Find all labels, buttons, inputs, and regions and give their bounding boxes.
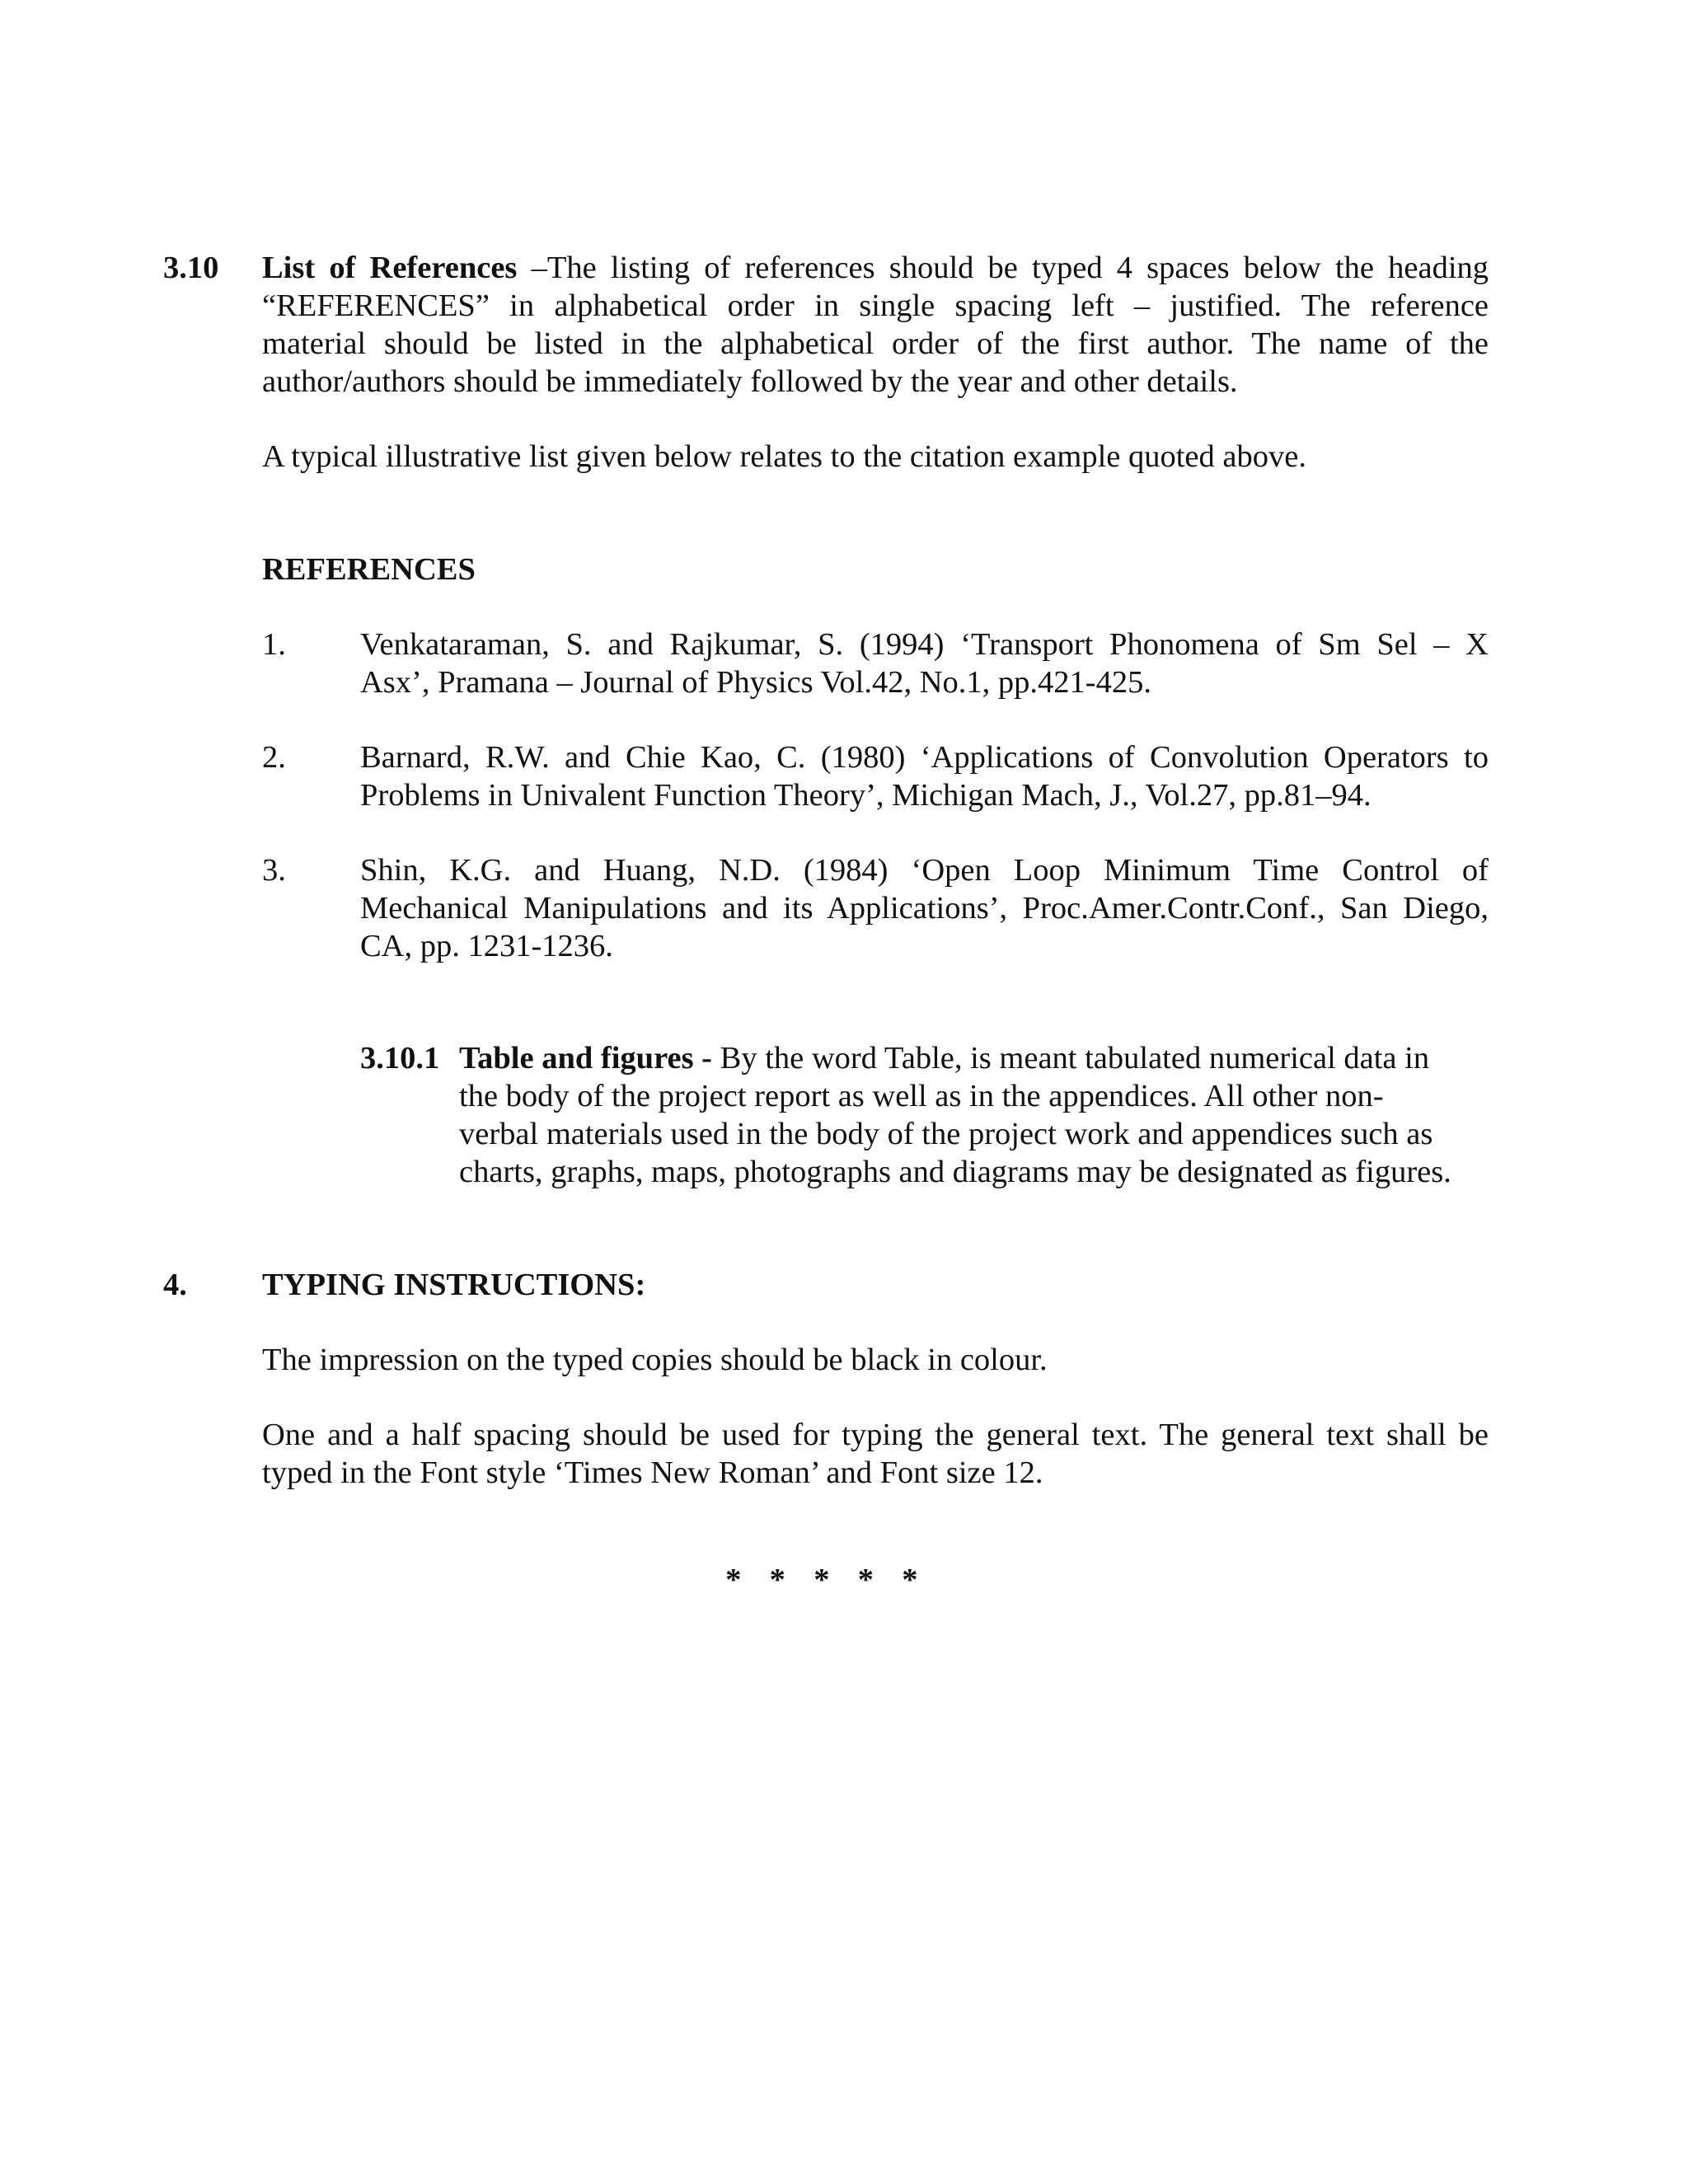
section-3-10-line-3: material should be listed in the alphabetical order of the first author. The name of the (262, 326, 1489, 361)
section-3-10-1-text-1: By the word Table, is meant tabulated numerical data in (720, 1041, 1430, 1076)
section-3-10-line-2: “REFERENCES” in alphabetical order in single spacing left – justified. The reference (262, 288, 1489, 323)
end-of-section-mark: * * * * * (725, 1563, 928, 1597)
section-3-10-1-line-3: verbal materials used in the body of the project work and appendices such as (459, 1117, 1433, 1151)
references-intro: A typical illustrative list given below relates to the citation example quoted above. (262, 439, 1306, 474)
reference-1-number: 1. (262, 627, 286, 662)
reference-1-line-1: Venkataraman, S. and Rajkumar, S. (1994) ‘Transport Phonomena of Sm Sel – X (360, 627, 1489, 662)
reference-1-line-2: Asx’, Pramana – Journal of Physics Vol.42, No.1, pp.421-425. (360, 665, 1151, 700)
section-3-10-number: 3.10 (163, 251, 219, 285)
section-3-10-1-line-1 (459, 1043, 1429, 1075)
reference-3-line-3: CA, pp. 1231-1236. (360, 929, 613, 963)
section-4-paragraph-2-line-1: One and a half spacing should be used for typing the general text. The general text shall be (262, 1418, 1489, 1452)
reference-2-line-2: Problems in Univalent Function Theory’, Michigan Mach, J., Vol.27, pp.81–94. (360, 778, 1372, 813)
section-3-10-1-line-4: charts, graphs, maps, photographs and diagrams may be designated as figures. (459, 1155, 1451, 1189)
section-3-10-line-4: author/authors should be immediately followed by the year and other details. (262, 364, 1238, 399)
section-3-10-1-line-2: the body of the project report as well as in the appendices. All other non- (459, 1079, 1384, 1113)
reference-2-number: 2. (262, 740, 286, 775)
section-3-10-1-heading: Table and figures - (459, 1041, 713, 1076)
reference-3-line-2: Mechanical Manipulations and its Applications’, Proc.Amer.Contr.Conf., San Diego, (360, 891, 1489, 926)
section-4-number: 4. (163, 1268, 187, 1302)
section-3-10-1-number: 3.10.1 (360, 1041, 440, 1076)
section-4-paragraph-1: The impression on the typed copies should be black in colour. (262, 1343, 1048, 1377)
references-heading: REFERENCES (262, 552, 476, 587)
section-3-10-heading: List of References (262, 251, 518, 285)
section-4-paragraph-2-line-2: typed in the Font style ‘Times New Roman’ and Font size 12. (262, 1455, 1043, 1490)
reference-2-line-1: Barnard, R.W. and Chie Kao, C. (1980) ‘Applications of Convolution Operators to (360, 740, 1489, 775)
section-3-10-text-1: –The listing of references should be typed 4 spaces below the heading (531, 251, 1489, 285)
section-4-heading: TYPING INSTRUCTIONS: (262, 1268, 646, 1302)
reference-3-number: 3. (262, 853, 286, 888)
section-3-10-line-1 (262, 252, 1489, 284)
reference-3-line-1: Shin, K.G. and Huang, N.D. (1984) ‘Open Loop Minimum Time Control of (360, 853, 1489, 888)
